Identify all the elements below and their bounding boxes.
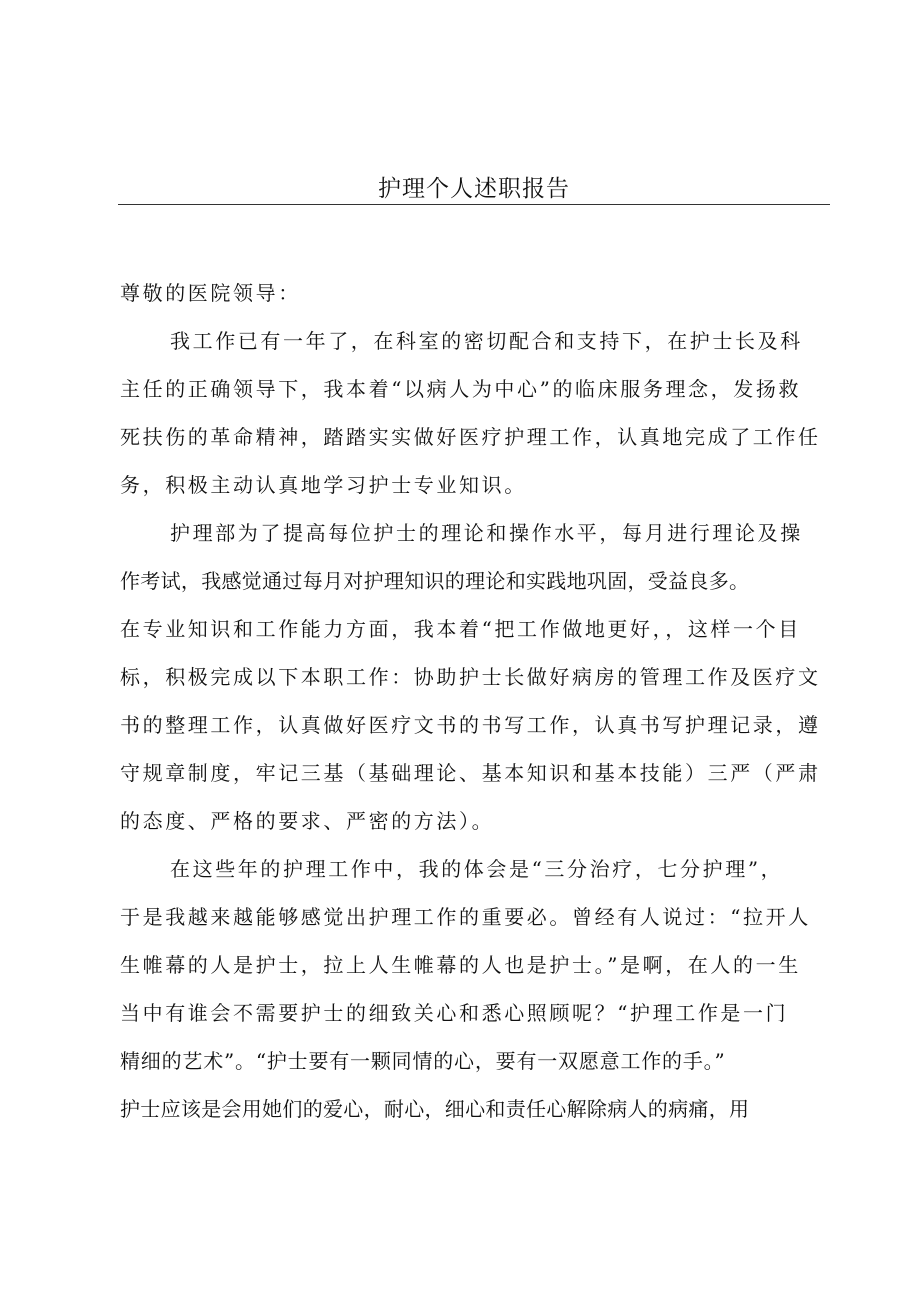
paragraph-1 bbox=[120, 317, 832, 509]
paragraph-2 bbox=[120, 509, 832, 845]
paragraph-line: 护士应该是会用她们的爱心，耐心，细心和责任心解除病人的病痛，用 bbox=[120, 1097, 750, 1121]
paragraph-line: 务，积极主动认真地学习护士专业知识。 bbox=[120, 473, 527, 497]
paragraph-line: 当中有谁会不需要护士的细致关心和悉心照顾呢？“护理工作是一门 bbox=[120, 1001, 789, 1025]
document-title: 护理个人述职报告 bbox=[378, 176, 570, 202]
paragraph-line: 作考试，我感觉通过每月对护理知识的理论和实践地巩固，受益良多。 bbox=[120, 569, 750, 593]
title-underline bbox=[118, 204, 830, 205]
greeting-line: 尊敬的医院领导： bbox=[120, 281, 301, 305]
paragraph-line: 在这些年的护理工作中，我的体会是“三分治疗，七分护理”， bbox=[170, 857, 784, 881]
paragraph-line: 标，积极完成以下本职工作：协助护士长做好病房的管理工作及医疗文 bbox=[120, 665, 821, 689]
paragraph-line: 我工作已有一年了，在科室的密切配合和支持下，在护士长及科 bbox=[170, 329, 803, 353]
paragraph-line: 死扶伤的革命精神，踏踏实实做好医疗护理工作，认真地完成了工作任 bbox=[120, 425, 821, 449]
paragraph-line: 书的整理工作，认真做好医疗文书的书写工作，认真书写护理记录，遵 bbox=[120, 713, 821, 737]
greeting bbox=[120, 269, 832, 317]
paragraph-line: 护理部为了提高每位护士的理论和操作水平，每月进行理论及操 bbox=[170, 521, 803, 545]
paragraph-line: 精细的艺术”。“护士要有一颗同情的心，要有一双愿意工作的手。” bbox=[120, 1049, 726, 1073]
paragraph-line: 守规章制度，牢记三基（基础理论、基本知识和基本技能）三严（严肃 bbox=[120, 761, 821, 785]
paragraph-line: 于是我越来越能够感觉出护理工作的重要必。曾经有人说过：“拉开人 bbox=[120, 905, 811, 929]
paragraph-3 bbox=[120, 845, 832, 1133]
paragraph-line: 在专业知识和工作能力方面，我本着“把工作做地更好，，这样一个目 bbox=[120, 617, 801, 641]
paragraph-line: 的态度、严格的要求、严密的方法）。 bbox=[120, 809, 495, 833]
paragraph-line: 主任的正确领导下，我本着“以病人为中心”的临床服务理念，发扬救 bbox=[120, 377, 802, 401]
paragraph-line: 生帷幕的人是护士，拉上人生帷幕的人也是护士。”是啊，在人的一生 bbox=[120, 953, 801, 977]
